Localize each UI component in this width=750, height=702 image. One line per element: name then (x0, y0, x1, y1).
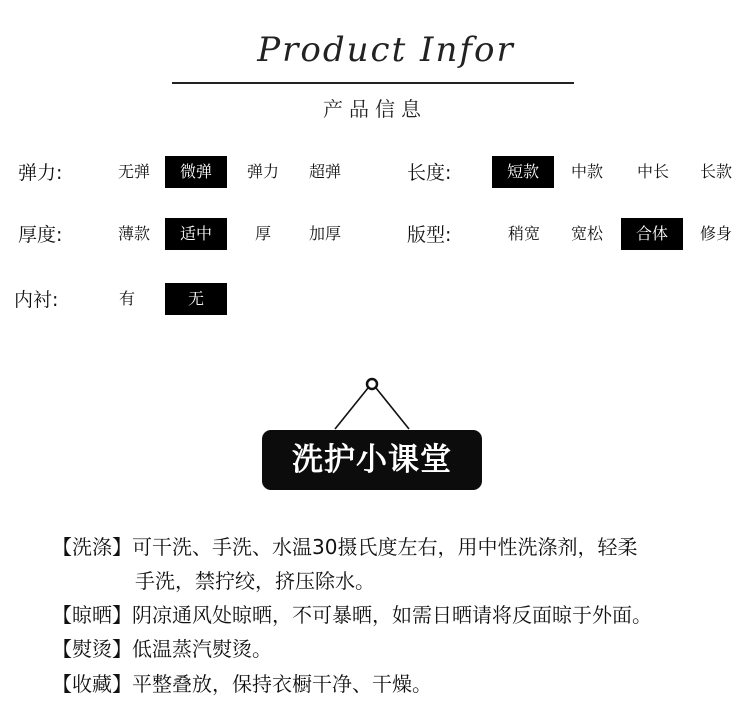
care-item-text: 可干洗、手洗、水温30摄氏度左右，用中性洗涤剂，轻柔 (132, 535, 638, 559)
care-item-key: 【洗涤】 (52, 535, 132, 559)
care-item-text: 平整叠放，保持衣橱干净、干燥。 (132, 672, 432, 696)
thickness-label: 厚度: (18, 224, 63, 246)
length-option-regular: 中款 (570, 162, 603, 181)
lining-label: 内衬: (14, 289, 59, 311)
fit-option-loose: 宽松 (570, 224, 603, 243)
elasticity-label: 弹力: (18, 162, 63, 184)
care-item-text: 低温蒸汽熨烫。 (132, 637, 272, 661)
care-item-drying (52, 599, 652, 628)
thickness-option-medium-selected: 适中 (165, 218, 227, 250)
care-item-washing (52, 531, 637, 560)
product-info-subtitle: 产品信息 (323, 97, 427, 121)
elasticity-option-high: 超弹 (308, 162, 341, 181)
lining-option-yes: 有 (118, 289, 135, 308)
length-label: 长度: (407, 162, 452, 184)
fit-option-slightly-loose: 稍宽 (507, 224, 540, 243)
elasticity-option-none: 无弹 (117, 162, 150, 181)
care-item-ironing (52, 633, 272, 662)
length-option-short-selected: 短款 (492, 156, 554, 188)
thickness-option-extra-thick: 加厚 (308, 224, 341, 243)
elasticity-option-medium: 弹力 (246, 162, 279, 181)
care-item-storage (52, 668, 432, 697)
fit-option-regular-selected: 合体 (621, 218, 683, 250)
length-option-mid-long: 中长 (636, 162, 669, 181)
product-infor-script-title: Product Infor (257, 30, 515, 70)
thickness-option-thick: 厚 (254, 224, 271, 243)
care-item-key: 【晾晒】 (52, 603, 132, 627)
care-item-key: 【熨烫】 (52, 637, 132, 661)
care-item-washing-continued: 手洗，禁拧绞，挤压除水。 (135, 569, 375, 593)
thickness-option-thin: 薄款 (117, 224, 150, 243)
elasticity-option-slight-selected: 微弹 (165, 156, 227, 188)
fit-label: 版型: (407, 224, 452, 246)
care-item-key: 【收藏】 (52, 672, 132, 696)
length-option-long: 长款 (699, 162, 732, 181)
care-item-text: 阴凉通风处晾晒，不可暴晒，如需日晒请将反面晾于外面。 (132, 603, 652, 627)
fit-option-slim: 修身 (699, 224, 732, 243)
care-guide-title: 洗护小课堂 (262, 430, 482, 490)
lining-option-no-selected: 无 (165, 283, 227, 315)
